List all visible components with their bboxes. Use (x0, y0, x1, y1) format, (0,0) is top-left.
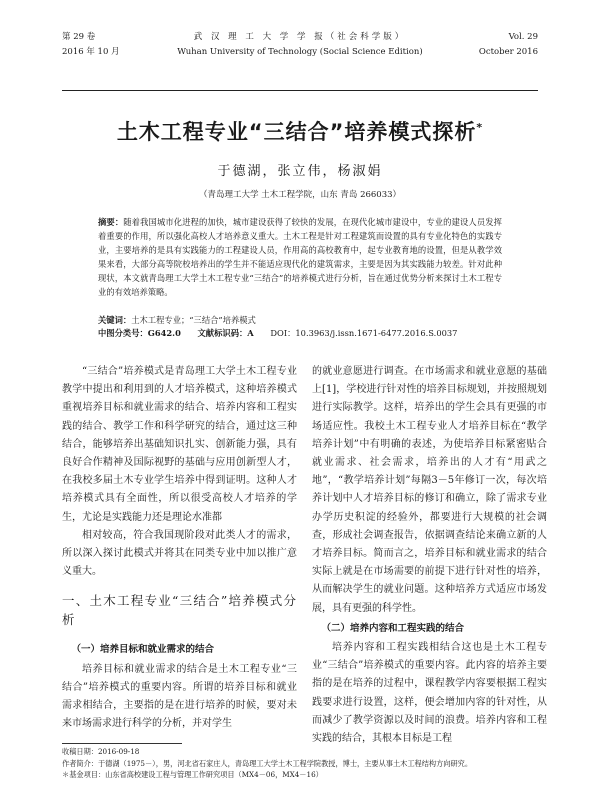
keywords (98, 314, 502, 327)
header-center (162, 30, 438, 60)
footnote-rule (62, 743, 182, 744)
authors: 于德湖，张立伟，杨淑娟 (217, 164, 383, 179)
fund-info: ＊基金项目：山东省高校建设工程与管理工作研究项目（MX4－06，MX4－16） (62, 770, 323, 779)
paragraph: “三结合”培养模式是青岛理工大学土木工程专业教学中提出和利用到的人才培养模式，这种培养模式重视培养目标和就业需求的结合、培养内容和工程实践的结合、教学工作和科学研究的结合，通过这三种结合，能够培养出基础知识扎实、创新能力强，具有良好合作精神及国际视野的基础与应用创新型人才，在我校多届土木专业学生培养中得到证明。这种人才培养模式具有全面性，所以很受高校人才培养的学生，尤论是实践能力还是理论水准都 (62, 366, 297, 523)
subsection-heading: （一）培养目标和就业需求的结合 (71, 644, 215, 656)
abstract-text: 随着我国城市化进程的加快，城市建设获得了较快的发展，在现代化城市建设中，专业的建设人员发挥着重要的作用，所以强化高校人才培养意义重大。土木工程是针对工程建筑而设置的具有专业化特色的实践专业，主要培养的是具有实践能力的工程建设人员，作用高的高校教育中，起专业教育地的设置，但是从教学效果来看，大部分高等院校培养出的学生并不能适应现代化的建筑需求，主要是因为其实践能力较差。针对此种现状，本文就青岛理工大学土木工程专业“三结合”的培养模式进行分析，旨在通过优势分析来探讨土木工程专业的有效培养策略。 (98, 217, 502, 297)
received-date: 收稿日期：2016-09-18 (62, 747, 140, 756)
doi: DOI：10.3963/j.issn.1671-6477.2016.S.0037 (270, 328, 458, 338)
date-en: October 2016 (478, 47, 538, 57)
journal-name-cn: 武 汉 理 工 大 学 学 报（社会科学版） (193, 32, 407, 42)
classification (98, 327, 502, 340)
header-left (62, 30, 120, 60)
subsection-heading: （二）培养内容和工程实践的结合 (321, 622, 465, 634)
volume-en: Vol. 29 (508, 32, 538, 42)
paragraph: 的就业意愿进行调查。在市场需求和就业意愿的基础上[1]，学校进行针对性的培养目标规划，并按照规划进行实际教学。这样，培养出的学生会具有更强的市场适应性。我校土木工程专业人才培养目标在“教学培养计划”中有明确的表述，为使培养目标紧密贴合就业需求、社会需求，培养出的人才有“用武之地”，“教学培养计划”每隔3－5年修订一次，每次培养计划中人才培养目标的修订和确立，除了需求专业办学历史积淀的经验外，都要进行大规模的社会调查，形成社会调查报告，依据调查结论来确立新的人才培养目标。简而言之，培养目标和就业需求的结合实际上就是在市场需要的前提下进行针对性的培养，从而解决学生的就业问题。这种培养方式适应市场发展，具有更强的科学性。 (312, 366, 547, 614)
journal-name-en: Wuhan University of Technology (Social Science Edition) (177, 47, 423, 57)
left-column (62, 363, 297, 733)
footnotes (62, 746, 538, 781)
keywords-text: 土木工程专业；“三结合”培养模式 (131, 315, 256, 325)
title-text: 土木工程专业“三结合”培养模式探析 (116, 120, 477, 144)
author-bio: 作者简介：于德湖（1975－），男，河北省石家庄人，青岛理工大学土木工程学院教授，博士，主要从事土木工程结构方向研究。 (62, 758, 473, 768)
section-heading: 一、土木工程专业“三结合”培养模式分析 (62, 593, 297, 628)
paragraph: 相对较高，符合我国现阶段对此类人才的需求，所以深入探讨此模式并将其在同类专业中加以推广意义重大。 (62, 529, 297, 578)
right-column (312, 363, 547, 748)
header-rule (62, 90, 538, 91)
volume-cn: 第 29 卷 (62, 32, 96, 42)
doc-code: 文献标识码：A (197, 328, 254, 338)
keywords-label: 关键词： (98, 315, 132, 325)
abstract (98, 216, 502, 299)
paragraph: 培养目标和就业需求的结合是土木工程专业“三结合”培养模式的重要内容。所谓的培养目标和就业需求相结合，主要指的是在进行培养的时候，要对未来市场需求进行科学的分析，并对学生 (62, 663, 297, 730)
header-right (479, 30, 538, 60)
abstract-label: 摘要： (98, 217, 124, 227)
clc-number: 中图分类号：G642.0 (98, 328, 181, 338)
paper-title (0, 116, 600, 146)
title-footnote-mark: * (476, 121, 484, 134)
affiliation: （青岛理工大学 土木工程学院，山东 青岛 266033） (198, 190, 402, 200)
paragraph: 培养内容和工程实践相结合这也是土木工程专业“三结合”培养模式的重要内容。此内容的培养主要指的是在培养的过程中，课程教学内容要根据工程实践要求进行设置，这样，便会增加内容的针对性，从而减少了教学资源以及时间的浪费。培养内容和工程实践的结合，其根本目标是工程 (312, 642, 547, 745)
date-cn: 2016 年 10 月 (62, 47, 120, 57)
